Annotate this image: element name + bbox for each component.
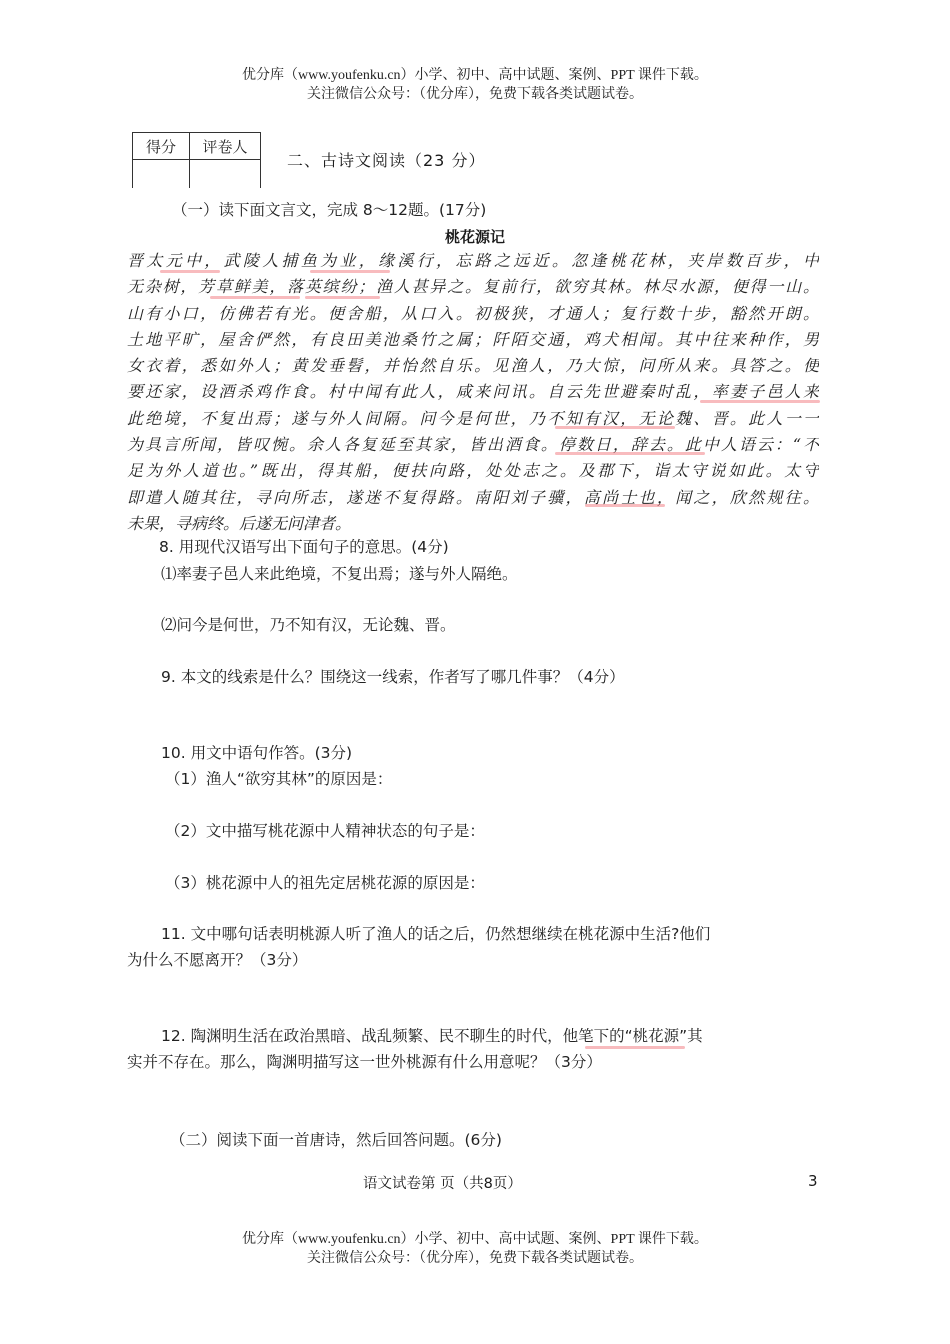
passage-line: 山有小口，仿佛若有光。便舍船，从口入。初极狭，才通人；复行数十步，豁然开朗。 [127, 303, 819, 323]
score-label: 得分 [133, 133, 190, 160]
q10-item-2: （2）文中描写桃花源中人精神状态的句子是： [165, 822, 485, 840]
passage-line: 晋太元中，武陵人捕鱼为业，缘溪行，忘路之远近。忽逢桃花林，夹岸数百步，中 [127, 251, 819, 270]
grader-label: 评卷人 [190, 133, 261, 160]
red-underline-mark [700, 400, 820, 403]
passage-line: 未果，寻病终。后遂无问津者。 [127, 513, 352, 533]
q11-line-1: 11. 文中哪句话表明桃源人听了渔人的话之后，仍然想继续在桃花源中生活?他们 [161, 925, 711, 943]
red-underline-mark [160, 270, 220, 273]
q9-stem: 9. 本文的线索是什么？围绕这一线索，作者写了哪几件事？（4分） [161, 668, 625, 686]
passage-line: 要还家，设酒杀鸡作食。村中闻有此人，咸来问讯。自云先世避秦时乱，率妻子邑人来 [127, 382, 819, 402]
red-underline-mark [585, 504, 665, 507]
bottom-banner-line-1: 优分库（www.youfenku.cn）小学、初中、高中试题、案例、PPT 课件下载。 [242, 1232, 708, 1247]
part1-instruction: （一）读下面文言文，完成 8～12题。(17分) [172, 201, 487, 219]
score-box [132, 132, 261, 188]
passage-body [127, 248, 819, 537]
grader-cell [190, 160, 261, 189]
passage-line: 此绝境，不复出焉；遂与外人间隔。问今是何世，乃不知有汉，无论魏、晋。此人一一 [127, 408, 819, 428]
passage-title: 桃花源记 [444, 228, 505, 246]
footer-text: 语文试卷第 页（共8页） [363, 1176, 522, 1192]
red-underline-mark [555, 452, 705, 455]
q10-item-1: （1）渔人“欲穷其林”的原因是： [165, 770, 393, 788]
q11-line-2: 为什么不愿离开？（3分） [127, 951, 308, 969]
section-title: 二、古诗文阅读（23 分） [287, 151, 486, 170]
score-cell [133, 160, 190, 189]
q12-line-1: 12. 陶渊明生活在政治黑暗、战乱频繁、民不聊生的时代，他笔下的“桃花源”其 [161, 1027, 703, 1045]
red-underline-mark [555, 426, 675, 429]
top-banner-line-1: 优分库（www.youfenku.cn）小学、初中、高中试题、案例、PPT 课件下载。 [242, 68, 708, 83]
q8-sentence-1: ⑴率妻子邑人来此绝境，不复出焉；遂与外人隔绝。 [161, 565, 518, 583]
passage-line: 足为外人道也。”既出，得其船，便扶向路，处处志之。及郡下，诣太守说如此。太守 [127, 461, 819, 481]
q10-stem: 10. 用文中语句作答。(3分) [161, 744, 353, 762]
top-banner-line-2: 关注微信公众号：（优分库），免费下载各类试题试卷。 [307, 87, 643, 102]
passage-line: 女衣着，悉如外人；黄发垂髫，并怡然自乐。见渔人，乃大惊，问所从来。具答之。便 [127, 356, 819, 376]
q8-stem: 8. 用现代汉语写出下面句子的意思。(4分) [159, 538, 449, 556]
red-underline-mark [305, 296, 380, 299]
q8-sentence-2: ⑵问今是何世，乃不知有汉，无论魏、晋。 [161, 616, 456, 634]
red-underline-mark [310, 270, 390, 273]
part2-instruction: （二）阅读下面一首唐诗，然后回答问题。(6分) [170, 1131, 502, 1149]
passage-line: 土地平旷，屋舍俨然，有良田美池桑竹之属；阡陌交通，鸡犬相闻。其中往来种作，男 [127, 329, 819, 349]
red-underline-mark [210, 296, 300, 299]
bottom-banner-line-2: 关注微信公众号：（优分库），免费下载各类试题试卷。 [307, 1251, 643, 1266]
page-number: 3 [808, 1172, 818, 1190]
passage-line: 为具言所闻，皆叹惋。余人各复延至其家，皆出酒食。停数日，辞去。此中人语云：“不 [127, 435, 819, 455]
passage-line: 无杂树，芳草鲜美，落英缤纷；渔人甚异之。复前行，欲穷其林。林尽水源，便得一山。 [127, 277, 819, 297]
q10-item-3: （3）桃花源中人的祖先定居桃花源的原因是： [165, 874, 485, 892]
red-underline-mark [585, 1046, 685, 1049]
passage-line: 即遣人随其往，寻向所志，遂迷不复得路。南阳刘子骥，高尚士也，闻之，欣然规往。 [127, 487, 819, 507]
q12-line-2: 实并不存在。那么，陶渊明描写这一世外桃源有什么用意呢？（3分） [127, 1053, 602, 1071]
